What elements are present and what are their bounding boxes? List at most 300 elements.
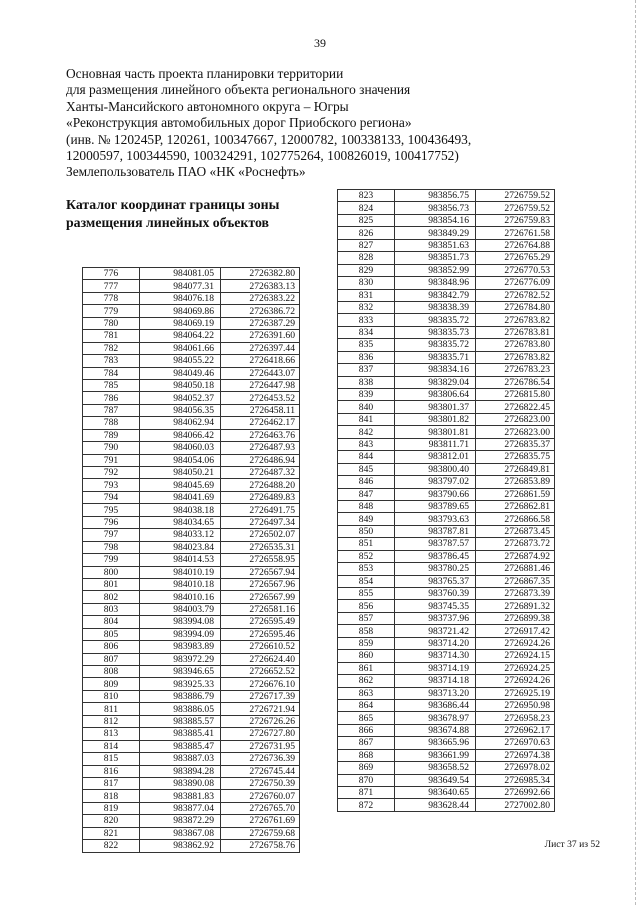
table-row [338,538,555,550]
point-number-cell: 844 [338,451,395,463]
x-coordinate-cell: 984076.18 [140,292,221,304]
table-row [83,305,300,317]
table-row [83,703,300,715]
table-row [338,774,555,786]
y-coordinate-cell: 2726761.69 [221,815,300,827]
table-row [83,529,300,541]
point-number-cell: 852 [338,550,395,562]
y-coordinate-cell: 2726721.94 [221,703,300,715]
point-number-cell: 805 [83,628,140,640]
x-coordinate-cell: 983856.73 [395,202,476,214]
x-coordinate-cell: 984056.35 [140,404,221,416]
point-number-cell: 827 [338,239,395,251]
x-coordinate-cell: 983721.42 [395,625,476,637]
x-coordinate-cell: 983972.29 [140,653,221,665]
x-coordinate-cell: 983737.96 [395,612,476,624]
point-number-cell: 865 [338,712,395,724]
point-number-cell: 809 [83,678,140,690]
table-row [338,625,555,637]
table-row [83,467,300,479]
x-coordinate-cell: 983983.89 [140,641,221,653]
y-coordinate-cell: 2726567.96 [221,578,300,590]
point-number-cell: 825 [338,214,395,226]
point-number-cell: 819 [83,802,140,814]
y-coordinate-cell: 2726784.80 [476,301,555,313]
x-coordinate-cell: 983714.20 [395,637,476,649]
x-coordinate-cell: 984081.05 [140,268,221,280]
table-row [338,799,555,811]
y-coordinate-cell: 2726985.34 [476,774,555,786]
y-coordinate-cell: 2726595.49 [221,616,300,628]
x-coordinate-cell: 984066.42 [140,429,221,441]
table-row [83,603,300,615]
point-number-cell: 815 [83,753,140,765]
point-number-cell: 793 [83,479,140,491]
table-row [338,737,555,749]
point-number-cell: 788 [83,417,140,429]
x-coordinate-cell: 983829.04 [395,376,476,388]
x-coordinate-cell: 983811.71 [395,438,476,450]
point-number-cell: 829 [338,264,395,276]
point-number-cell: 795 [83,504,140,516]
x-coordinate-cell: 984003.79 [140,603,221,615]
table-row [83,516,300,528]
x-coordinate-cell: 983787.81 [395,525,476,537]
header-line: Землепользователь ПАО «НК «Роснефть» [66,164,306,180]
y-coordinate-cell: 2726759.52 [476,190,555,202]
table-row [83,815,300,827]
table-row [338,712,555,724]
x-coordinate-cell: 983851.63 [395,239,476,251]
y-coordinate-cell: 2726382.80 [221,268,300,280]
x-coordinate-cell: 984041.69 [140,491,221,503]
header-line: Основная часть проекта планировки территории [66,66,344,81]
y-coordinate-cell: 2726862.81 [476,500,555,512]
point-number-cell: 818 [83,790,140,802]
header-line: «Реконструкция автомобильных дорог Приобского региона» [66,115,412,131]
table-row [83,566,300,578]
y-coordinate-cell: 2726776.09 [476,277,555,289]
x-coordinate-cell: 983789.65 [395,500,476,512]
table-row [83,429,300,441]
table-row [338,500,555,512]
y-coordinate-cell: 2726397.44 [221,342,300,354]
x-coordinate-cell: 983800.40 [395,463,476,475]
x-coordinate-cell: 983628.44 [395,799,476,811]
point-number-cell: 836 [338,351,395,363]
table-row [338,762,555,774]
table-row [338,401,555,413]
point-number-cell: 859 [338,637,395,649]
y-coordinate-cell: 2726453.52 [221,392,300,404]
point-number-cell: 847 [338,488,395,500]
point-number-cell: 789 [83,429,140,441]
table-row [83,479,300,491]
y-coordinate-cell: 2726610.52 [221,641,300,653]
y-coordinate-cell: 2726783.80 [476,339,555,351]
point-number-cell: 822 [83,840,140,852]
x-coordinate-cell: 984014.53 [140,554,221,566]
table-row [338,389,555,401]
table-row [83,404,300,416]
point-number-cell: 803 [83,603,140,615]
y-coordinate-cell: 2726624.40 [221,653,300,665]
point-number-cell: 867 [338,737,395,749]
table-row [338,214,555,226]
x-coordinate-cell: 983885.41 [140,728,221,740]
point-number-cell: 856 [338,600,395,612]
x-coordinate-cell: 983793.63 [395,513,476,525]
point-number-cell: 781 [83,330,140,342]
table-row [338,202,555,214]
y-coordinate-cell: 2726736.39 [221,753,300,765]
y-coordinate-cell: 2726758.76 [221,840,300,852]
x-coordinate-cell: 983835.71 [395,351,476,363]
binding-edge [634,0,636,905]
point-number-cell: 870 [338,774,395,786]
y-coordinate-cell: 2726443.07 [221,367,300,379]
x-coordinate-cell: 983946.65 [140,666,221,678]
y-coordinate-cell: 2726917.42 [476,625,555,637]
table-row [338,724,555,736]
x-coordinate-cell: 983834.16 [395,364,476,376]
table-row [83,379,300,391]
table-row [338,326,555,338]
table-row [83,417,300,429]
table-row [338,563,555,575]
x-coordinate-cell: 983862.92 [140,840,221,852]
x-coordinate-cell: 984038.18 [140,504,221,516]
x-coordinate-cell: 983658.52 [395,762,476,774]
table-row [338,699,555,711]
page-number: 39 [314,36,326,50]
point-number-cell: 813 [83,728,140,740]
x-coordinate-cell: 984060.03 [140,442,221,454]
table-row [83,802,300,814]
x-coordinate-cell: 983886.79 [140,690,221,702]
y-coordinate-cell: 2726881.46 [476,563,555,575]
y-coordinate-cell: 2726765.70 [221,802,300,814]
point-number-cell: 837 [338,364,395,376]
catalog-title [66,196,316,232]
x-coordinate-cell: 983780.25 [395,563,476,575]
point-number-cell: 812 [83,715,140,727]
table-row [338,351,555,363]
x-coordinate-cell: 983790.66 [395,488,476,500]
point-number-cell: 845 [338,463,395,475]
point-number-cell: 800 [83,566,140,578]
point-number-cell: 846 [338,476,395,488]
y-coordinate-cell: 2726462.17 [221,417,300,429]
point-number-cell: 786 [83,392,140,404]
catalog-title-line: размещения линейных объектов [66,215,269,230]
point-number-cell: 841 [338,413,395,425]
point-number-cell: 839 [338,389,395,401]
point-number-cell: 828 [338,252,395,264]
y-coordinate-cell: 2726783.82 [476,351,555,363]
point-number-cell: 831 [338,289,395,301]
y-coordinate-cell: 2726992.66 [476,787,555,799]
y-coordinate-cell: 2726487.93 [221,442,300,454]
point-number-cell: 850 [338,525,395,537]
y-coordinate-cell: 2726391.60 [221,330,300,342]
y-coordinate-cell: 2726974.38 [476,749,555,761]
table-row [83,355,300,367]
x-coordinate-cell: 983765.37 [395,575,476,587]
table-row [338,600,555,612]
y-coordinate-cell: 2726873.39 [476,588,555,600]
table-row [83,641,300,653]
table-row [83,317,300,329]
y-coordinate-cell: 2726567.99 [221,591,300,603]
header-line: Ханты-Мансийского автономного округа – Югры [66,98,349,114]
table-row [83,666,300,678]
point-number-cell: 799 [83,554,140,566]
point-number-cell: 862 [338,675,395,687]
y-coordinate-cell: 2726386.72 [221,305,300,317]
point-number-cell: 858 [338,625,395,637]
point-number-cell: 834 [338,326,395,338]
x-coordinate-cell: 983885.57 [140,715,221,727]
x-coordinate-cell: 984045.69 [140,479,221,491]
point-number-cell: 784 [83,367,140,379]
y-coordinate-cell: 2726873.45 [476,525,555,537]
table-row [83,491,300,503]
point-number-cell: 779 [83,305,140,317]
table-row [338,650,555,662]
x-coordinate-cell: 983787.57 [395,538,476,550]
point-number-cell: 791 [83,454,140,466]
y-coordinate-cell: 2726770.53 [476,264,555,276]
y-coordinate-cell: 2726970.63 [476,737,555,749]
y-coordinate-cell: 2726899.38 [476,612,555,624]
point-number-cell: 824 [338,202,395,214]
point-number-cell: 866 [338,724,395,736]
point-number-cell: 808 [83,666,140,678]
point-number-cell: 857 [338,612,395,624]
y-coordinate-cell: 2726950.98 [476,699,555,711]
sheet-number: Лист 37 из 52 [544,839,600,850]
x-coordinate-cell: 984055.22 [140,355,221,367]
x-coordinate-cell: 983849.29 [395,227,476,239]
table-row [83,790,300,802]
point-number-cell: 780 [83,317,140,329]
y-coordinate-cell: 2726822.45 [476,401,555,413]
y-coordinate-cell: 2726764.88 [476,239,555,251]
table-row [338,749,555,761]
x-coordinate-cell: 984069.86 [140,305,221,317]
table-row [83,753,300,765]
point-number-cell: 816 [83,765,140,777]
x-coordinate-cell: 983714.19 [395,662,476,674]
point-number-cell: 804 [83,616,140,628]
y-coordinate-cell: 2726823.00 [476,413,555,425]
x-coordinate-cell: 983835.72 [395,314,476,326]
x-coordinate-cell: 983925.33 [140,678,221,690]
point-number-cell: 796 [83,516,140,528]
point-number-cell: 860 [338,650,395,662]
table-row [83,827,300,839]
x-coordinate-cell: 984010.16 [140,591,221,603]
table-row [83,591,300,603]
table-row [83,628,300,640]
point-number-cell: 778 [83,292,140,304]
y-coordinate-cell: 2726962.17 [476,724,555,736]
table-row [338,376,555,388]
point-number-cell: 814 [83,740,140,752]
x-coordinate-cell: 983887.03 [140,753,221,765]
header-line: 12000597, 100344590, 100324291, 102775264, 100826019, 100417752) [66,148,459,164]
y-coordinate-cell: 2726463.76 [221,429,300,441]
table-row [338,675,555,687]
point-number-cell: 840 [338,401,395,413]
table-row [83,690,300,702]
point-number-cell: 855 [338,588,395,600]
y-coordinate-cell: 2726502.07 [221,529,300,541]
x-coordinate-cell: 983674.88 [395,724,476,736]
y-coordinate-cell: 2726874.92 [476,550,555,562]
x-coordinate-cell: 984050.18 [140,379,221,391]
y-coordinate-cell: 2726759.52 [476,202,555,214]
table-row [338,463,555,475]
table-row [83,442,300,454]
point-number-cell: 790 [83,442,140,454]
x-coordinate-cell: 983877.04 [140,802,221,814]
y-coordinate-cell: 2726486.94 [221,454,300,466]
table-row [338,488,555,500]
point-number-cell: 817 [83,777,140,789]
x-coordinate-cell: 983661.99 [395,749,476,761]
y-coordinate-cell: 2726823.00 [476,426,555,438]
x-coordinate-cell: 983994.08 [140,616,221,628]
y-coordinate-cell: 2726759.68 [221,827,300,839]
table-row [338,314,555,326]
y-coordinate-cell: 2726487.32 [221,467,300,479]
y-coordinate-cell: 2726924.15 [476,650,555,662]
y-coordinate-cell: 2726731.95 [221,740,300,752]
y-coordinate-cell: 2726652.52 [221,666,300,678]
x-coordinate-cell: 984023.84 [140,541,221,553]
point-number-cell: 826 [338,227,395,239]
table-row [338,612,555,624]
x-coordinate-cell: 984034.65 [140,516,221,528]
table-row [83,616,300,628]
y-coordinate-cell: 2726853.89 [476,476,555,488]
y-coordinate-cell: 2726815.80 [476,389,555,401]
x-coordinate-cell: 984033.12 [140,529,221,541]
y-coordinate-cell: 2726924.26 [476,675,555,687]
table-row [338,426,555,438]
point-number-cell: 776 [83,268,140,280]
table-row [83,392,300,404]
point-number-cell: 823 [338,190,395,202]
x-coordinate-cell: 983835.73 [395,326,476,338]
x-coordinate-cell: 984010.19 [140,566,221,578]
y-coordinate-cell: 2726727.80 [221,728,300,740]
table-row [338,575,555,587]
point-number-cell: 864 [338,699,395,711]
x-coordinate-cell: 983852.99 [395,264,476,276]
y-coordinate-cell: 2726873.72 [476,538,555,550]
table-row [83,330,300,342]
x-coordinate-cell: 983894.28 [140,765,221,777]
table-row [338,364,555,376]
table-row [338,252,555,264]
y-coordinate-cell: 2726782.52 [476,289,555,301]
table-row [83,728,300,740]
y-coordinate-cell: 2726750.39 [221,777,300,789]
point-number-cell: 792 [83,467,140,479]
y-coordinate-cell: 2726958.23 [476,712,555,724]
table-row [83,280,300,292]
table-row [338,277,555,289]
y-coordinate-cell: 2726489.83 [221,491,300,503]
y-coordinate-cell: 2726491.75 [221,504,300,516]
y-coordinate-cell: 2726717.39 [221,690,300,702]
y-coordinate-cell: 2726891.32 [476,600,555,612]
y-coordinate-cell: 2726866.58 [476,513,555,525]
x-coordinate-cell: 983994.09 [140,628,221,640]
y-coordinate-cell: 2726387.29 [221,317,300,329]
y-coordinate-cell: 2726676.10 [221,678,300,690]
table-row [338,687,555,699]
point-number-cell: 830 [338,277,395,289]
point-number-cell: 861 [338,662,395,674]
table-row [338,787,555,799]
point-number-cell: 851 [338,538,395,550]
table-row [83,740,300,752]
header-line: для размещения линейного объекта регионального значения [66,82,411,98]
y-coordinate-cell: 2726458.11 [221,404,300,416]
y-coordinate-cell: 2726595.46 [221,628,300,640]
table-row [338,550,555,562]
x-coordinate-cell: 984061.66 [140,342,221,354]
x-coordinate-cell: 983806.64 [395,389,476,401]
table-row [83,678,300,690]
y-coordinate-cell: 2726581.16 [221,603,300,615]
y-coordinate-cell: 2726924.26 [476,637,555,649]
table-row [83,578,300,590]
point-number-cell: 785 [83,379,140,391]
y-coordinate-cell: 2726488.20 [221,479,300,491]
y-coordinate-cell: 2726783.82 [476,314,555,326]
x-coordinate-cell: 983678.97 [395,712,476,724]
x-coordinate-cell: 983713.20 [395,687,476,699]
table-row [83,268,300,280]
table-row [83,777,300,789]
x-coordinate-cell: 983890.08 [140,777,221,789]
coordinates-table-left [82,267,300,853]
header-line: (инв. № 120245Р, 120261, 100347667, 12000782, 100338133, 100436493, [66,131,472,147]
y-coordinate-cell: 2726760.07 [221,790,300,802]
table-row [338,339,555,351]
x-coordinate-cell: 984050.21 [140,467,221,479]
x-coordinate-cell: 983801.81 [395,426,476,438]
table-row [83,342,300,354]
x-coordinate-cell: 984064.22 [140,330,221,342]
table-row [338,662,555,674]
table-row [83,292,300,304]
table-row [338,227,555,239]
point-number-cell: 842 [338,426,395,438]
x-coordinate-cell: 983848.96 [395,277,476,289]
point-number-cell: 798 [83,541,140,553]
point-number-cell: 807 [83,653,140,665]
y-coordinate-cell: 2726761.58 [476,227,555,239]
table-row [83,554,300,566]
x-coordinate-cell: 983714.30 [395,650,476,662]
point-number-cell: 835 [338,339,395,351]
